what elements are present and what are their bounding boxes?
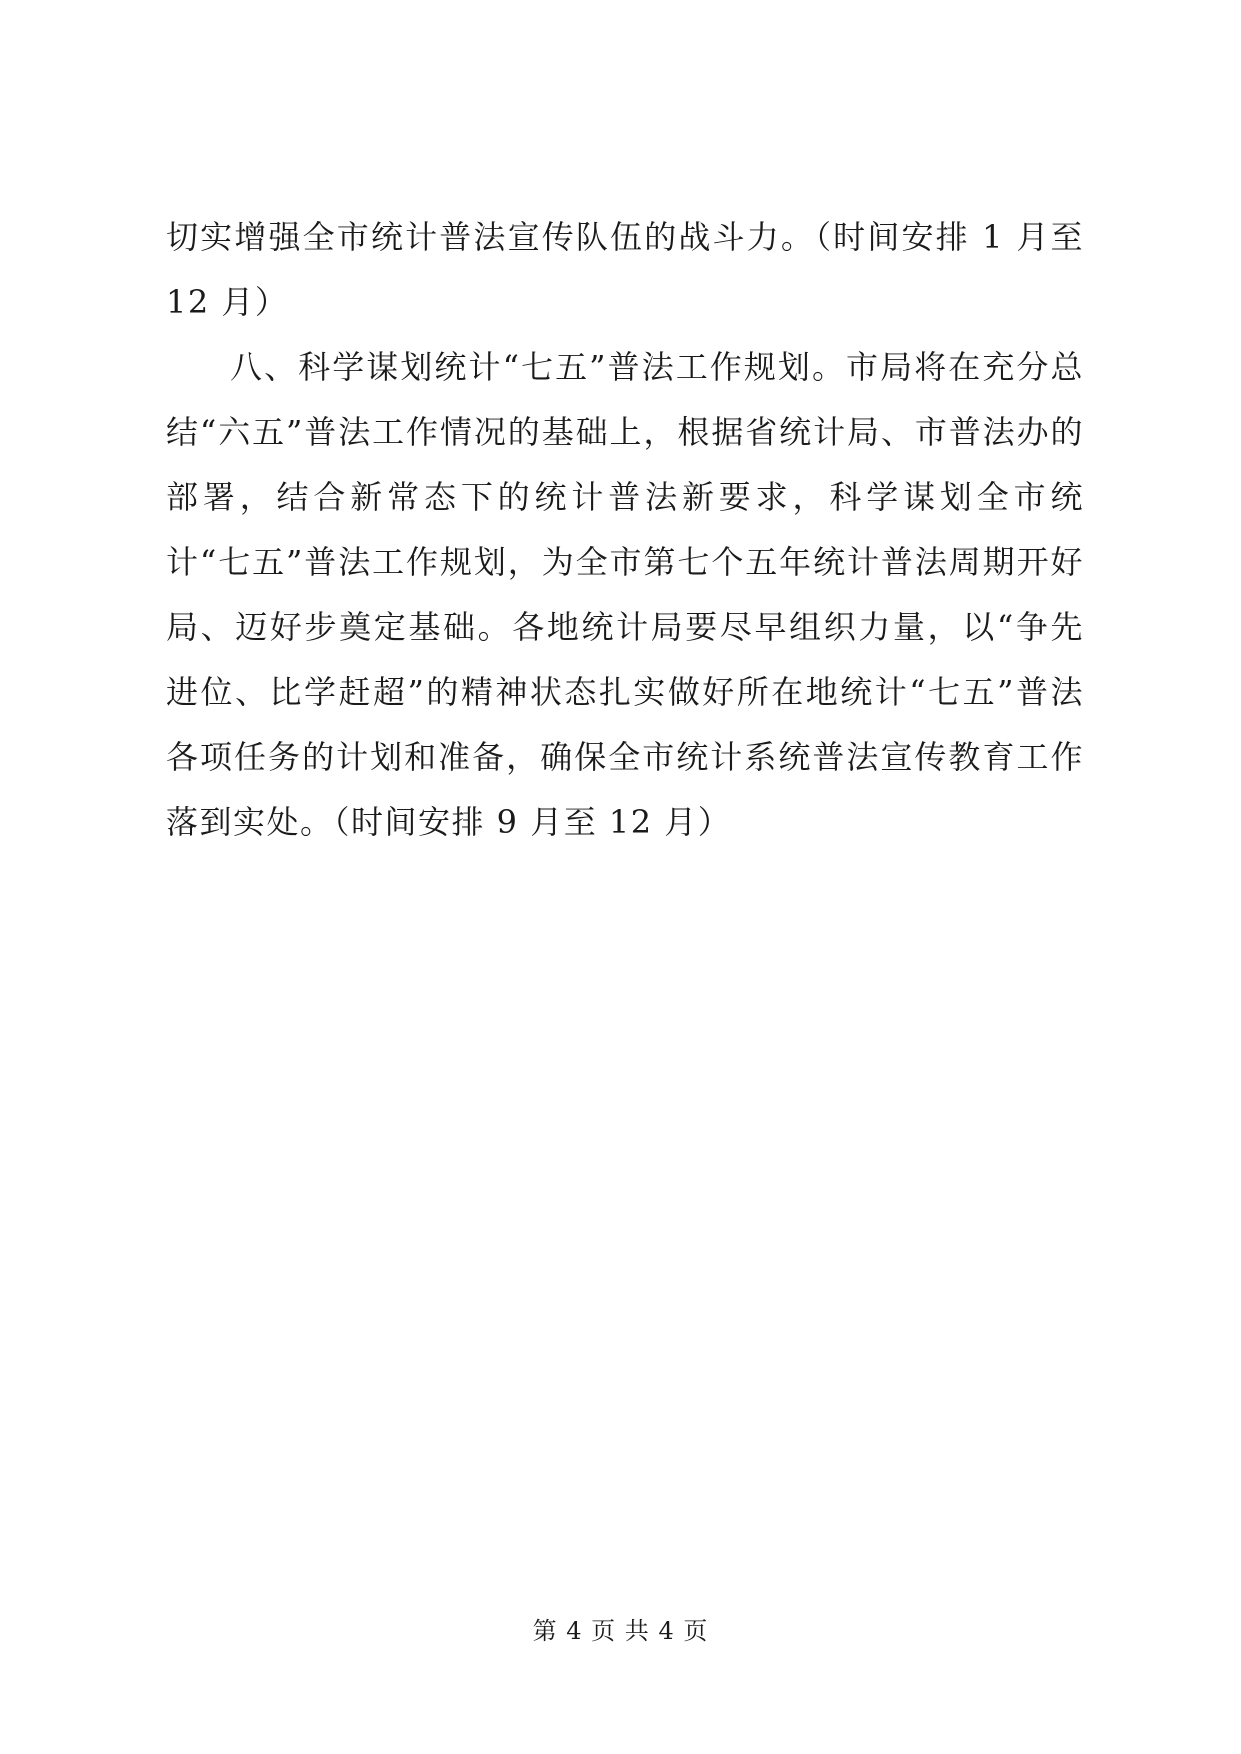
paragraph-section-eight: 八、科学谋划统计“七五”普法工作规划。市局将在充分总结“六五”普法工作情况的基础上，根据省统计局、市普法办的部署，结合新常态下的统计普法新要求，科学谋划全市统计“七五”普法工作规划，为全市第七个五年统计普法周期开好局、迈好步奠定基础。各地统计局要尽早组织力量，以“争先进位、比学赶超”的精神状态扎实做好所在地统计“七五”普法各项任务的计划和准备，确保全市统计系统普法宣传教育工作落到实处。（时间安排 9 月至 12 月）: [166, 348, 1084, 841]
page-footer: 第 4 页 共 4 页: [532, 1617, 709, 1645]
document-body: [166, 205, 1084, 855]
paragraph-continuation: 切实增强全市统计普法宣传队伍的战斗力。（时间安排 1 月至 12 月）: [166, 218, 1084, 321]
